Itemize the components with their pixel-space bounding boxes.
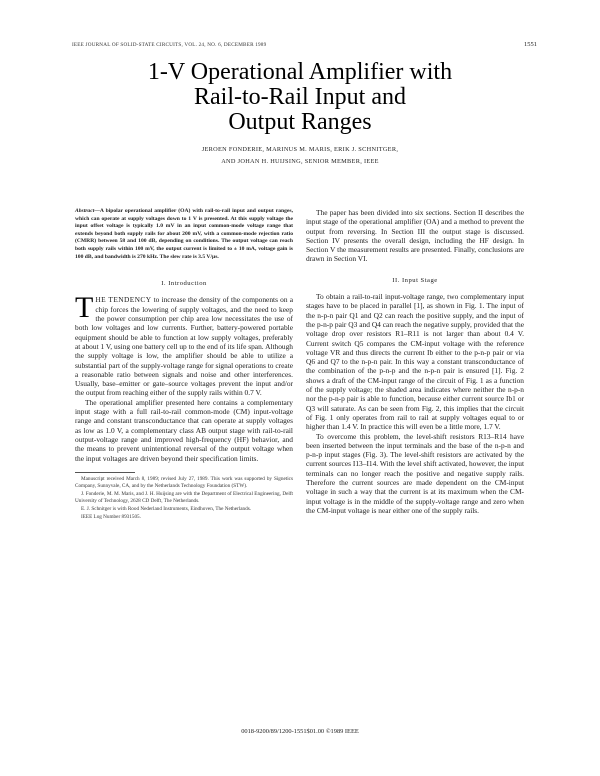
title-line: Rail-to-Rail Input and	[194, 84, 406, 110]
authors-line: AND JOHAN H. HUIJSING, SENIOR MEMBER, IEEE	[221, 158, 379, 165]
footnote: J. Fonderie, M. M. Maris, and J. H. Huijsing are with the Department of Electrical Engineering, Delft University of Technology, 2628 CD Delft, The Netherlands.	[75, 491, 293, 505]
paper-title	[80, 60, 520, 135]
copyright-line: 0018-9200/89/1200-1551$01.00 ©1989 IEEE	[241, 728, 359, 735]
left-column	[75, 208, 293, 522]
abstract-label: Abstract	[75, 208, 95, 214]
drop-cap: T	[75, 291, 94, 325]
footnote: E. J. Schnitger is with Rood Nederland Instruments, Eindhoven, The Netherlands.	[81, 506, 252, 513]
footnote: IEEE Log Number 8931505.	[81, 514, 141, 521]
intro-paragraph	[75, 291, 293, 398]
authors-line: JEROEN FONDERIE, MARINUS M. MARIS, ERIK J. SCHNITGER,	[201, 146, 399, 153]
footnote-divider	[75, 472, 135, 473]
intro-paragraph-text: to increase the density of the components on a chip forces the lowering of supply voltages, and the need to keep the power consumption per chip area low necessitates the use of both low voltages and low currents. Further, battery-powered portable equipment should be able to function at low supply voltages, preferably at about 1 V, using one battery cell up to the end of its life span. Although the supply voltage is low, the amplifier should be able to utilize a substantial part of the supply-voltage range for signal operations to create a reasonable ratio between signals and noise and other interferences. Usually, base–emitter or gate–source voltages prevent the input and/or the output from reaching either of the supply rails within 0.7 V.	[75, 295, 293, 398]
page-number: 1551	[524, 41, 537, 48]
title-line: 1-V Operational Amplifier with	[147, 59, 453, 85]
section-heading-introduction: I. Introduction	[161, 280, 207, 288]
footnote-block	[75, 472, 293, 522]
running-head: IEEE JOURNAL OF SOLID-STATE CIRCUITS, VOL. 24, NO. 6, DECEMBER 1989	[72, 42, 267, 48]
right-column	[306, 208, 524, 515]
input-stage-paragraph: To obtain a rail-to-rail input-voltage range, two complementary input stages have to be placed in parallel [1], as shown in Fig. 1. The input of the n-p-n pair Q1 and Q2 can reach the positive supply, and the input of the p-n-p pair Q3 and Q4 can reach the negative supply, provided that the voltage drop over resistors R1–R11 is not larger than about 0.4 V. Current switch Q5 compares the CM-input voltage with the reference voltage VR and thus directs the current Ib either to the p-n-p pair or via Q6 and Q7 to the n-p-n pair. In this way a constant transconductance of the combination of the p-n-p and the n-p-n pair is ensured [1]. Fig. 2 shows a draft of the CM-input range of the circuit of Fig. 1 as a function of the supply voltage; the shaded area indicates where neither the n-p-n nor the p-n-p pair is able to function, because either current source Ib1 or Q3 will saturate. As can be seen from Fig. 2, this implies that the circuit of Fig. 1 only operates from rail to rail at supply voltages equal to or higher than 1.4 V. In practice this will even be a little more, 1.7 V.	[306, 292, 524, 432]
footnotes	[75, 476, 293, 521]
intro-paragraph-2: The operational amplifier presented here contains a complementary input stage with a full rail-to-rail common-mode (CM) input-voltage range and constant transconductance that can operate at supply voltages as low as 1.0 V, a complementary class AB output stage with rail-to-rail output-voltage range and improved high-frequency (HF) behavior, and the means to prevent unintentional reversal of the output voltage when the input voltages are driven beyond their specification limits.	[75, 397, 293, 463]
intro-lead: HE TENDENCY	[95, 295, 152, 305]
title-line: Output Ranges	[228, 109, 372, 135]
author-list	[80, 144, 520, 168]
abstract-text: —A bipolar operational amplifier (OA) with rail-to-rail input and output ranges, which can operate at supply voltages down to 1 V is presented. At this supply voltage the input offset voltage is typically 1.0 mV in an input common-mode voltage range that extends beyond both supply rails for about 200 mV, with a common-mode rejection ratio (CMRR) between 58 and 100 dB, depending on conditions. The output voltage can reach both supply rails within 100 mV, the output current is limited to ± 10 mA, voltage gain is 100 dB, and bandwidth is 270 kHz. The slew rate is 3.5 V/μs.	[75, 208, 293, 260]
abstract	[75, 208, 293, 261]
section-heading-input-stage: II. Input Stage	[392, 276, 438, 284]
intro-outline-paragraph: The paper has been divided into six sections. Section II describes the input stage of the operational amplifier (OA) and a method to prevent the output from reversing. In Section III the output stage is discussed. Section IV presents the overall design, including the HF design. In Section V the measurement results are presented. Finally, conclusions are drawn in Section VI.	[306, 208, 524, 264]
input-stage-paragraph-2: To overcome this problem, the level-shift resistors R13–R14 have been inserted between the input terminals and the base of the n-p-n and p-n-p input stages (Fig. 3). The level-shift resistors are activated by the current sources I13–I14. With the level shift activated, however, the input terminals can no longer reach the positive and negative supply rails. Therefore the current sources are made dependent on the CM-input voltage in such a way that the current is at its maximum when the CM-input voltage is in the middle of the supply-voltage range and zero when the CM-input voltage is near either one of the supply rails.	[306, 431, 524, 515]
footnote: Manuscript received March 8, 1989; revised July 27, 1989. This work was supported by Signetics Company, Sunnyvale, CA, and by the Netherlands Technology Foundation (STW).	[75, 476, 293, 490]
